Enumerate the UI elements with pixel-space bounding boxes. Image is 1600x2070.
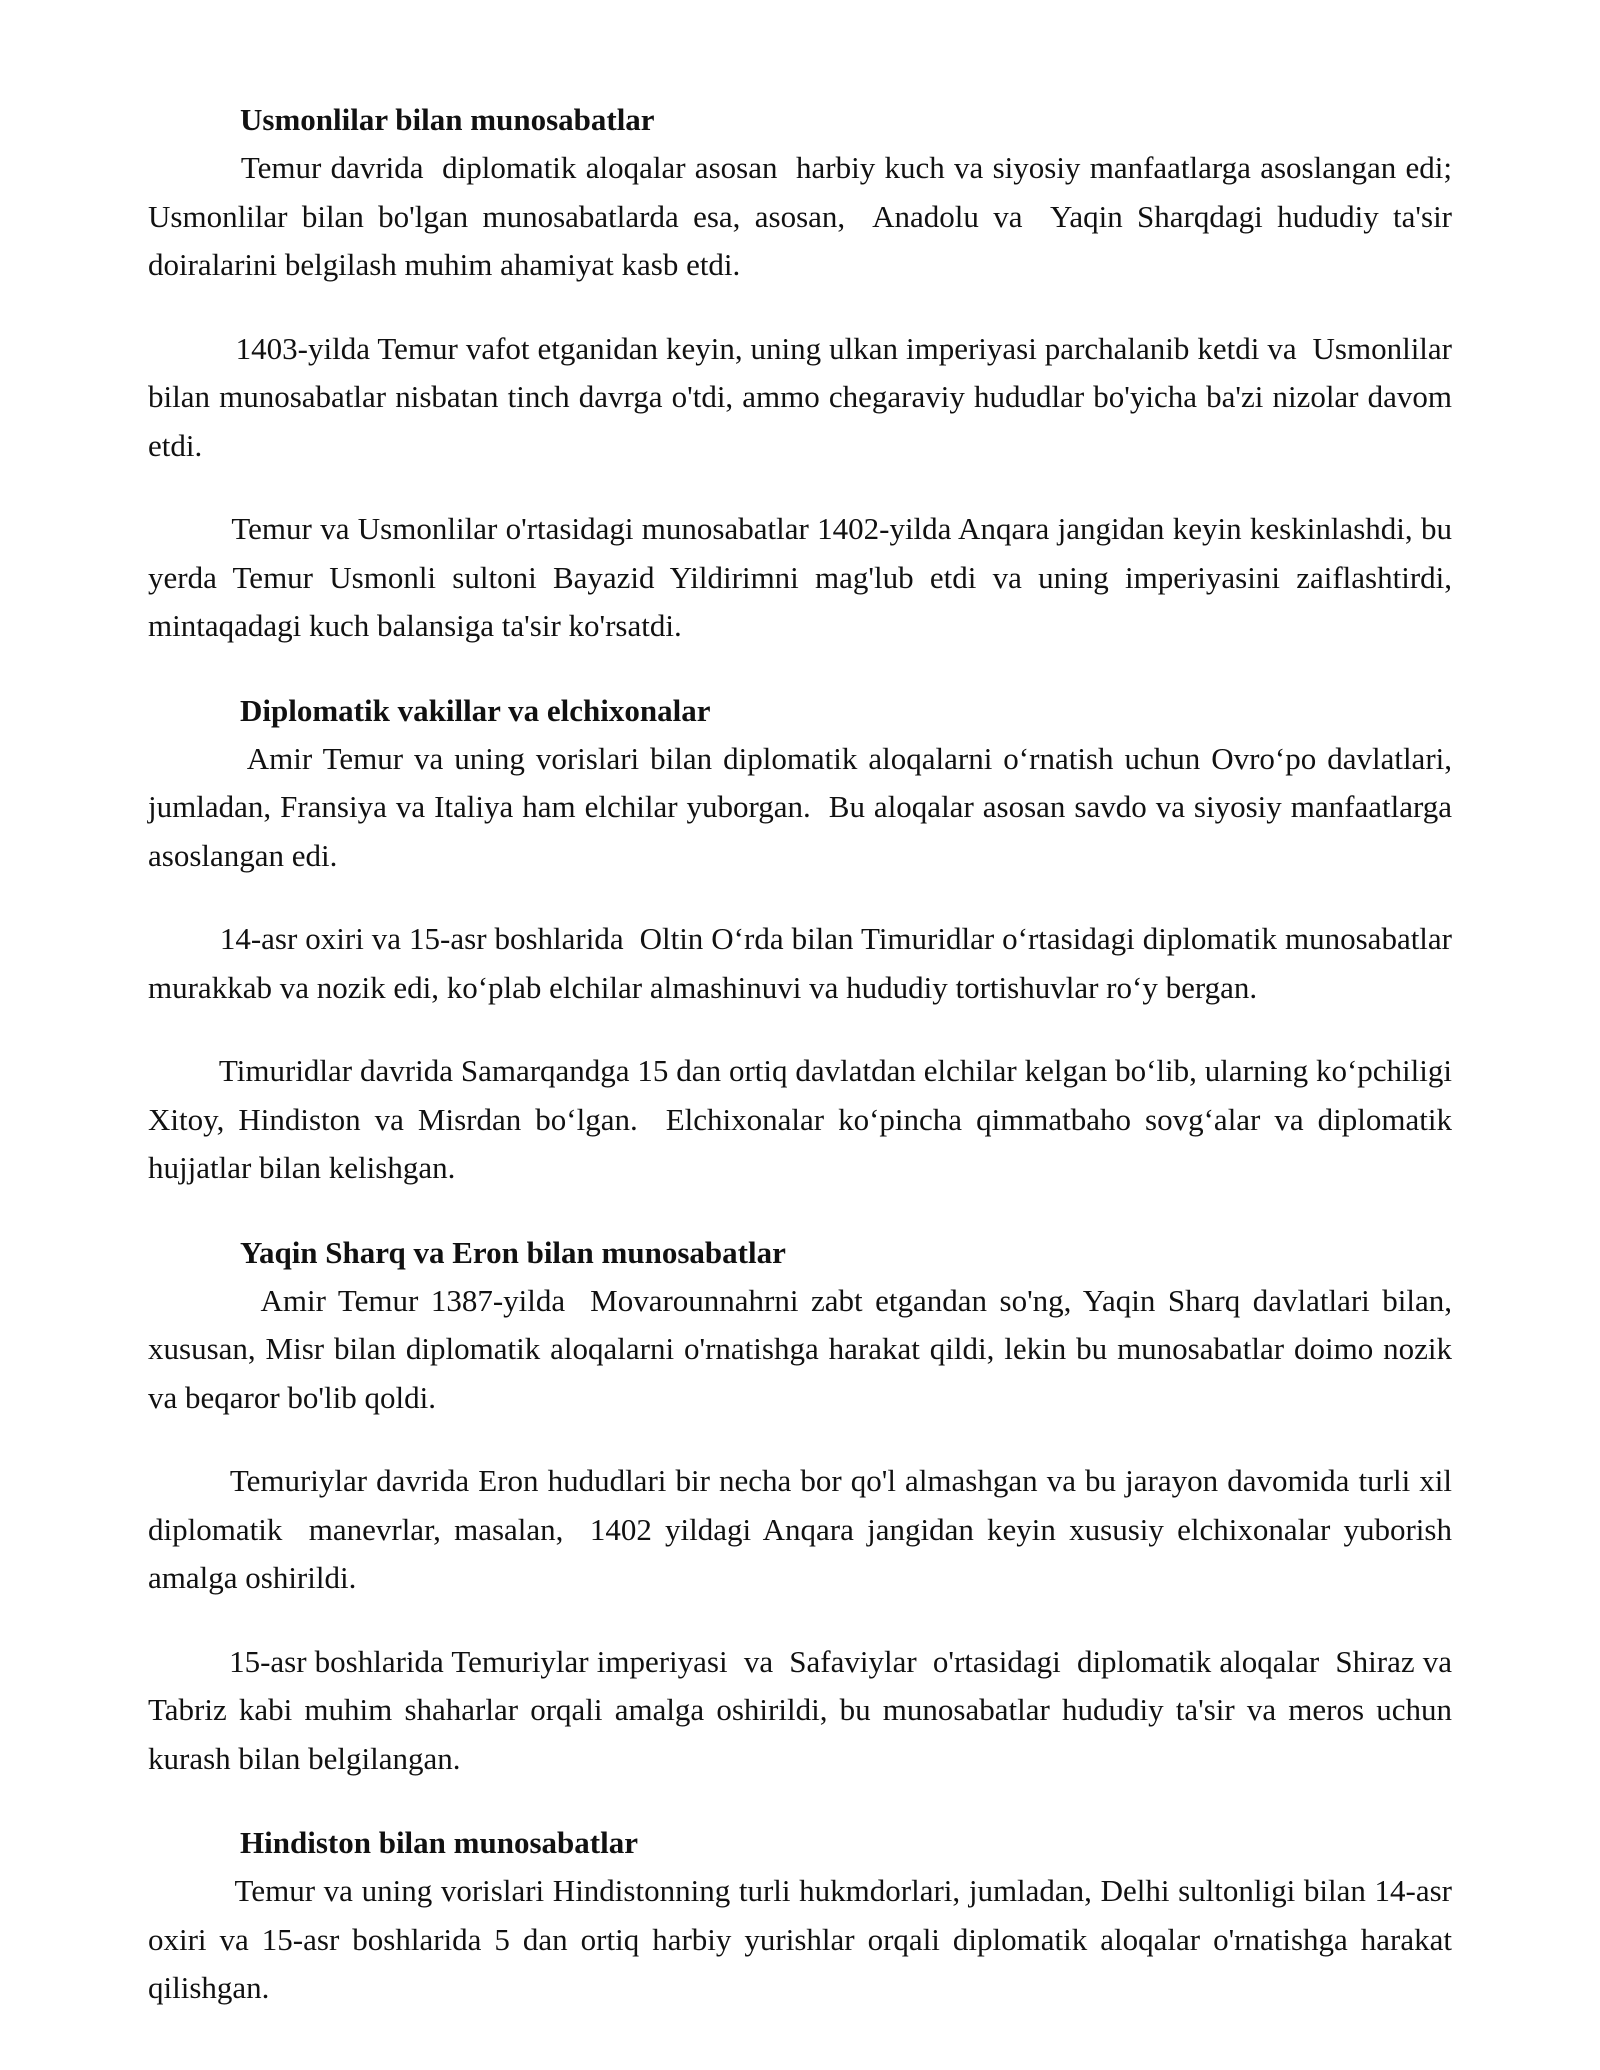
paragraph: 14-asr oxiri va 15-asr boshlarida Oltin O‘rda bilan Timuridlar o‘rtasidagi diplomatik munosabatlar murakkab va nozik edi, ko‘plab elchilar almashinuvi va hududiy tortishuvlar ro‘y bergan. [148,921,1460,1005]
paragraph: Amir Temur 1387-yilda Movarounnahrni zabt etgandan so'ng, Yaqin Sharq davlatlari bilan, xususan, Misr bilan diplomatik aloqalarni o'rnatishga harakat qildi, lekin bu munosabatlar doimo nozik va beqaror bo'lib qoldi. [148,1282,1460,1415]
paragraph: Temuriylar davrida Eron hududlari bir necha bor qo'l almashgan va bu jarayon davomida turli xil diplomatik manevrlar, masalan, 1402 yildagi Anqara jangidan keyin xususiy elchixonalar yuborish amalga oshirildi. [148,1463,1468,1595]
paragraph: 1403-yilda Temur vafot etganidan keyin, uning ulkan imperiyasi parchalanib ketdi va Usmonlilar bilan munosabatlar nisbatan tinch davrga o'tdi, ammo chegaraviy hududlar bo'yicha ba'zi nizolar davom etdi. [148,330,1460,463]
paragraph: Temur va uning vorislari Hindistonning turli hukmdorlari, jumladan, Delhi sultonligi bilan 14-asr oxiri va 15-asr boshlarida 5 dan ortiq harbiy yurishlar orqali diplomatik aloqalar o'rnatishga harakat qilishgan. [148,1873,1460,2005]
paragraph: Amir Temur va uning vorislari bilan diplomatik aloqalarni o‘rnatish uchun Ovro‘po davlatlari, jumladan, Fransiya va Italiya ham elchilar yuborgan. Bu aloqalar asosan savdo va siyosiy manfaatlarga asoslangan edi. [148,740,1460,873]
section-heading: Diplomatik vakillar va elchixonalar [240,692,711,728]
paragraph: Temur va Usmonlilar o'rtasidagi munosabatlar 1402-yilda Anqara jangidan keyin keskinlashdi, bu yerda Temur Usmonli sultoni Bayazid Yildirimni mag'lub etdi va uning imperiyasini zaiflashtirdi, mintaqadagi kuch balansiga ta'sir ko'rsatdi. [148,511,1460,643]
section-heading: Yaqin Sharq va Eron bilan munosabatlar [240,1234,786,1270]
section-heading: Usmonlilar bilan munosabatlar [240,102,655,137]
paragraph: Timuridlar davrida Samarqandga 15 dan ortiq davlatdan elchilar kelgan bo‘lib, ularning ko‘pchiligi Xitoy, Hindiston va Misrdan bo‘lgan. Elchixonalar ko‘pincha qimmatbaho sovg‘alar va diplomatik hujjatlar bilan kelishgan. [148,1053,1460,1185]
paragraph: Temur davrida diplomatik aloqalar asosan harbiy kuch va siyosiy manfaatlarga asoslangan edi; Usmonlilar bilan bo'lgan munosabatlarda esa, asosan, Anadolu va Yaqin Sharqdagi hududiy ta'sir doiralarini belgilash muhim ahamiyat kasb etdi. [148,150,1468,282]
paragraph: 15-asr boshlarida Temuriylar imperiyasi va Safaviylar o'rtasidagi diplomatik aloqalar Shiraz va Tabriz kabi muhim shaharlar orqali amalga oshirildi, bu munosabatlar hududiy ta'sir va meros uchun kurash bilan belgilangan. [148,1643,1460,1776]
section-heading: Hindiston bilan munosabatlar [240,1825,638,1860]
